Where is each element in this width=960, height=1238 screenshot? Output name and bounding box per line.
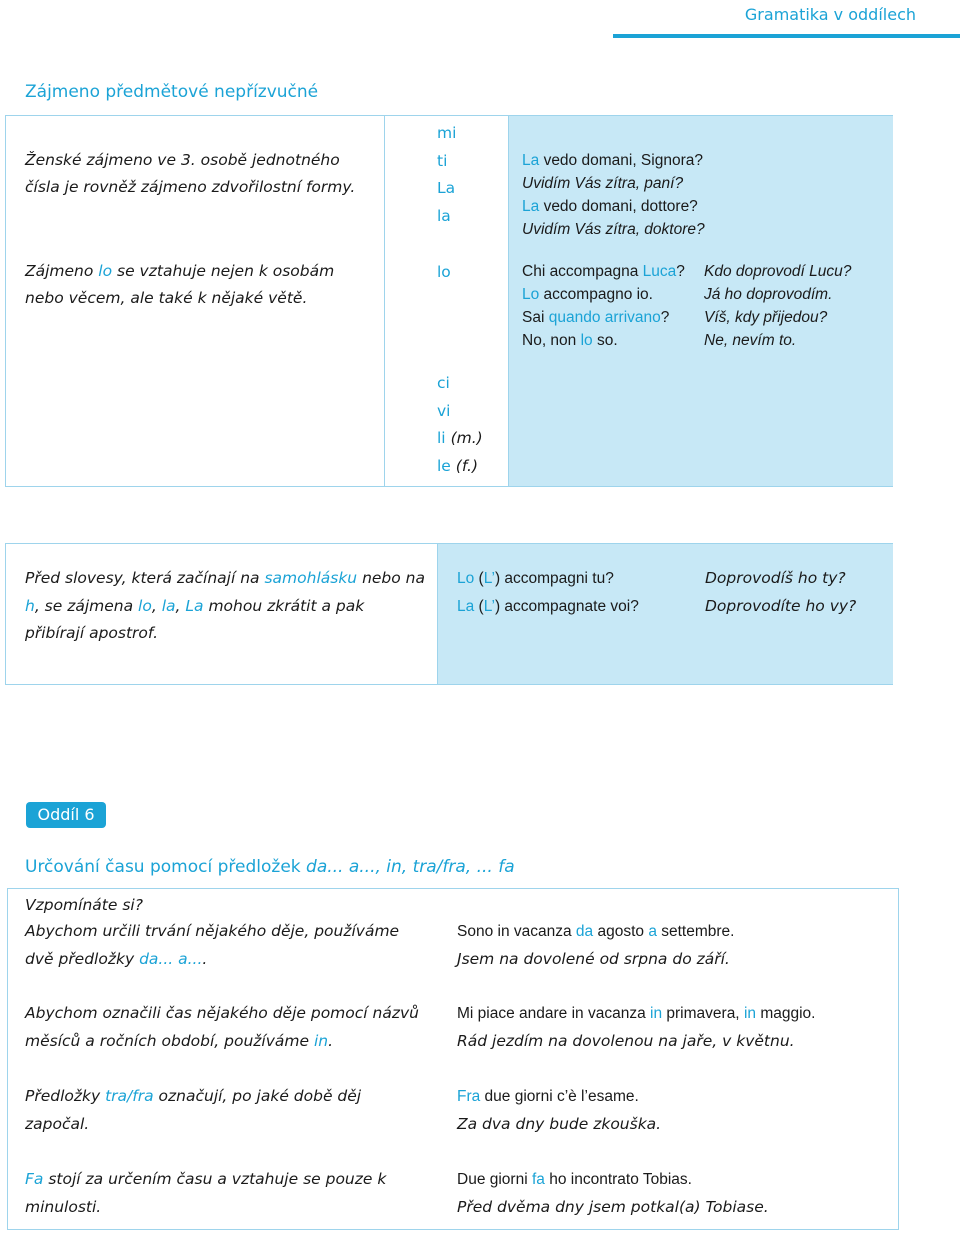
rule-in: Abychom označili čas nějakého děje pomocí názvů měsíců a ročních období, používáme in.: [25, 1004, 419, 1050]
example-it: Lo (L’) accompagni tu?: [457, 570, 614, 587]
pronoun: La: [437, 179, 456, 197]
polite-examples: [522, 149, 705, 241]
example-it: Sono in vacanza da agosto a settembre.: [457, 923, 735, 940]
section-title: Zájmeno předmětové nepřízvučné: [25, 82, 319, 102]
example-it: Due giorni fa ho incontrato Tobias.: [457, 1171, 692, 1188]
example-cz: Doprovodíte ho vy?: [705, 596, 857, 615]
example-it: La vedo domani, dottore?: [522, 198, 698, 215]
example-cz: Před dvěma dny jsem potkal(a) Tobiase.: [457, 1197, 769, 1216]
header-divider: [613, 34, 960, 38]
rule-da-a: Abychom určili trvání nějakého děje, používáme dvě předložky da... a....: [25, 922, 400, 968]
pronoun: mi: [437, 124, 457, 142]
example-block: [457, 1083, 661, 1138]
example-cz: Jsem na dovolené od srpna do září.: [457, 949, 730, 968]
example-it: Mi piace andare in vacanza in primavera, in maggio.: [457, 1005, 816, 1022]
example-it: Chi accompagna Luca?: [522, 263, 685, 280]
section-title: Určování času pomocí předložek da... a..., in, tra/fra, ... fa: [25, 857, 515, 877]
example-block: [457, 1000, 815, 1055]
example-cz: Doprovodíš ho ty?: [705, 569, 846, 587]
example-cz: Ne, nevím to.: [704, 332, 797, 349]
pronoun: ti: [437, 151, 448, 170]
example-it: Lo accompagno io.: [522, 286, 653, 303]
example-it: Fra due giorni c’è l’esame.: [457, 1088, 639, 1105]
rule-fa: Fa stojí za určením času a vztahuje se pouze k minulosti.: [25, 1170, 387, 1216]
explanation-polite-form: Ženské zájmeno ve 3. osobě jednotného čísla je rovněž zájmeno zdvořilostní formy.: [25, 151, 356, 196]
lo-examples-it: [522, 260, 685, 352]
apostrophe-examples-it: [457, 565, 639, 620]
example-cz: Rád jezdím na dovolenou na jaře, v květnu.: [457, 1031, 795, 1050]
example-cz: Za dva dny bude zkouška.: [457, 1114, 662, 1133]
lo-examples-cz: [704, 260, 851, 352]
apostrophe-examples-cz: [705, 565, 856, 620]
explanation-apostrophe: Před slovesy, která začínají na samohlásku nebo na h, se zájmena lo, la, La mohou zkrátit a pak přibírají apostrof.: [25, 569, 425, 642]
example-it: La vedo domani, Signora?: [522, 152, 703, 169]
header-title: Gramatika v oddílech: [744, 5, 916, 24]
pronoun: ci: [437, 374, 450, 392]
example-it: La (L’) accompagnate voi?: [457, 597, 639, 615]
example-it: Sai quando arrivano?: [522, 309, 670, 326]
example-it: No, non lo so.: [522, 332, 618, 349]
explanation-lo: Zájmeno lo se vztahuje nejen k osobám nebo věcem, ale také k nějaké větě.: [25, 262, 335, 307]
pronoun-gendered: le (f.): [437, 456, 478, 475]
example-cz: Kdo doprovodí Lucu?: [704, 263, 852, 280]
intro-text: Vzpomínáte si?: [25, 896, 143, 914]
example-cz: Víš, kdy přijedou?: [704, 309, 828, 326]
example-block: [457, 1166, 769, 1221]
example-cz: Uvidím Vás zítra, paní?: [522, 175, 684, 192]
pronoun: la: [437, 206, 451, 225]
plural-pronoun-list: [437, 370, 483, 480]
example-block: [457, 918, 734, 973]
example-cz: Já ho doprovodím.: [704, 286, 833, 303]
pronoun-gendered: li (m.): [437, 429, 483, 447]
pronoun-list: [437, 120, 456, 230]
rule-tra-fra: Předložky tra/fra označují, po jaké době děj započal.: [25, 1087, 362, 1133]
section-badge: Oddíl 6: [26, 802, 106, 828]
example-cz: Uvidím Vás zítra, doktore?: [522, 221, 705, 238]
pronoun: vi: [437, 401, 451, 420]
pronoun: lo: [437, 263, 451, 281]
